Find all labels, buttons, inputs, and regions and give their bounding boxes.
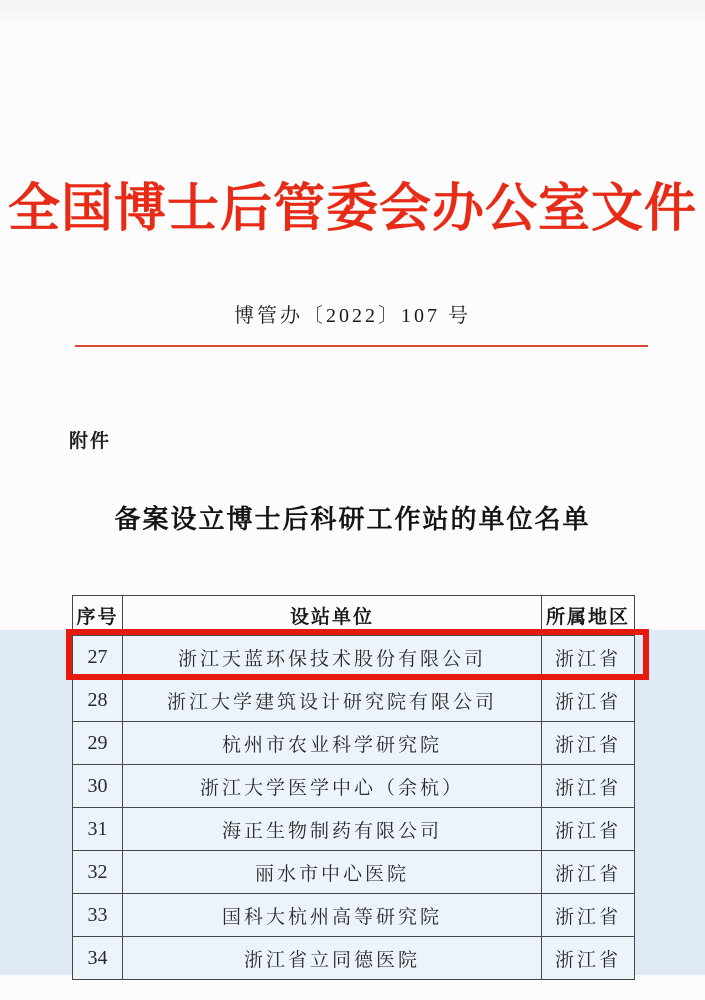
row-number-cell: 28 [73,679,123,722]
table-title: 备案设立博士后科研工作站的单位名单 [114,505,591,534]
table-row [73,894,635,937]
station-table-body [73,636,635,980]
red-divider-rule [75,345,648,347]
row-unit-cell: 国科大杭州高等研究院 [123,894,542,937]
row-number-cell: 30 [73,765,123,808]
attachment-label: 附件 [69,431,112,452]
row-number-cell: 34 [73,937,123,980]
station-table-header [73,596,635,636]
row-unit-cell: 浙江天蓝环保技术股份有限公司 [123,636,542,679]
row-region-cell: 浙江省 [542,765,635,808]
document-number: 博管办〔2022〕107 号 [234,305,471,327]
row-region-cell: 浙江省 [542,894,635,937]
table-row-highlighted [73,636,635,679]
table-row [73,679,635,722]
row-unit-cell: 杭州市农业科学研究院 [123,722,542,765]
table-row [73,808,635,851]
row-unit-cell: 浙江省立同德医院 [123,937,542,980]
row-unit-cell: 海正生物制药有限公司 [123,808,542,851]
row-unit-cell: 丽水市中心医院 [123,851,542,894]
row-number-cell: 33 [73,894,123,937]
row-number-cell: 31 [73,808,123,851]
header-cell-unit: 设站单位 [123,596,542,636]
row-region-cell: 浙江省 [542,937,635,980]
row-number-cell: 27 [73,636,123,679]
table-row [73,722,635,765]
row-region-cell: 浙江省 [542,679,635,722]
row-region-cell: 浙江省 [542,722,635,765]
row-region-cell: 浙江省 [542,636,635,679]
header-row [73,596,635,636]
row-unit-cell: 浙江大学建筑设计研究院有限公司 [123,679,542,722]
station-table [72,595,635,980]
table-row [73,851,635,894]
header-cell-region: 所属地区 [542,596,635,636]
document-title: 全国博士后管委会办公室文件 [7,181,697,238]
row-number-cell: 32 [73,851,123,894]
table-row [73,765,635,808]
row-number-cell: 29 [73,722,123,765]
row-region-cell: 浙江省 [542,808,635,851]
row-region-cell: 浙江省 [542,851,635,894]
header-cell-number: 序号 [73,596,123,636]
row-unit-cell: 浙江大学医学中心（余杭） [123,765,542,808]
table-row [73,937,635,980]
scan-noise-strip [0,0,705,34]
